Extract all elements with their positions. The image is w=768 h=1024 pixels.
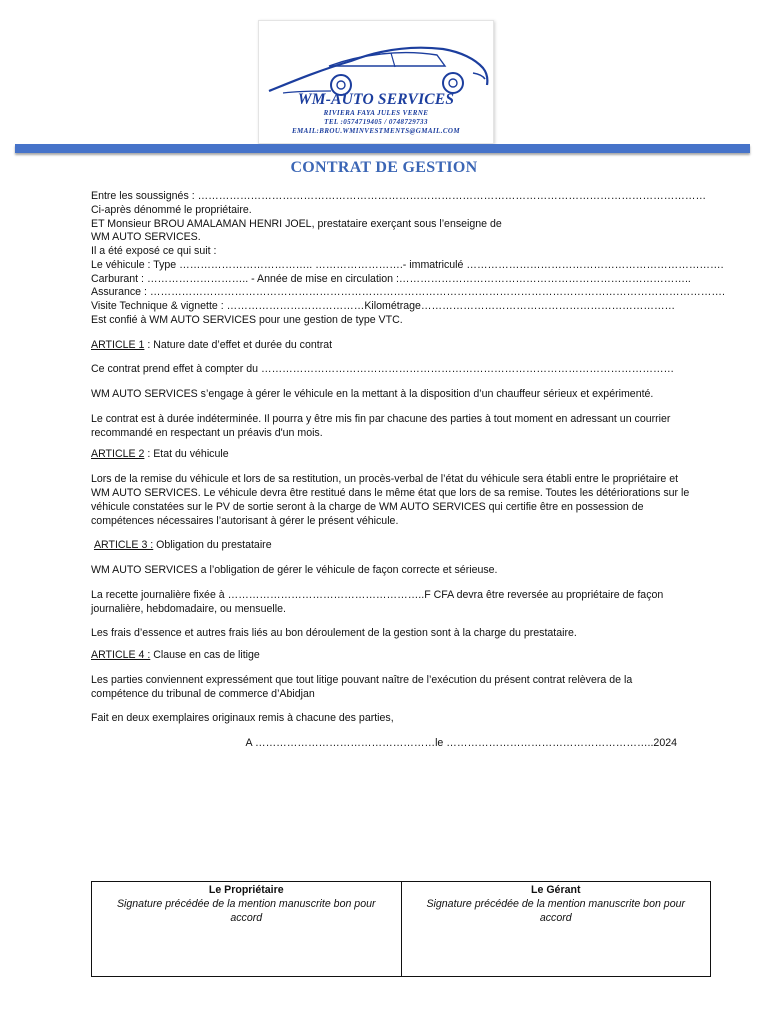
article-1-label: ARTICLE 1: [91, 338, 145, 351]
article-3-paragraph: WM AUTO SERVICES a l’obligation de gérer le véhicule de façon correcte et sérieuse.: [91, 564, 498, 577]
article-1-paragraph: Le contrat est à durée indéterminée. Il pourra y être mis fin par chacune des parties à tout moment en adressant un courrier recommandé en respectant un préavis d'un mois.: [91, 412, 671, 439]
article-4-title: Clause en cas de litige: [150, 649, 260, 662]
article-3-label: ARTICLE 3 :: [93, 539, 154, 552]
logo-company-name: WM-AUTO SERVICES: [297, 91, 455, 108]
article-3-paragraph: La recette journalière fixée à ………………………………………………..F CFA devra être reversée au propriétaire de façon journalière, hebdomadaire, ou mensuelle.: [91, 588, 664, 615]
signature-cell-manager: [401, 882, 711, 976]
article-3-heading: [91, 539, 691, 553]
article-2-paragraph: Lors de la remise du véhicule et lors de sa restitution, un procès-verbal de l’état du véhicule sera établi entre le propriétaire et WM AUTO SERVICES. Le véhicule devra être restitué dans le même état que lors de sa remise. Toutes les détériorations sur le véhicule constatées sur le PV de sortie seront à la charge de WM AUTO SERVICES qui certifie être en possession de compétences nécessaires l’autorisant à gérer le présent véhicule.: [91, 473, 690, 527]
signature-manager-note: Signature précédée de la mention manuscrite bon pour accord: [426, 897, 686, 924]
signature-owner-note: Signature précédée de la mention manuscrite bon pour accord: [116, 897, 376, 924]
intro-owner-line: Ci-après dénommé le propriétaire.: [91, 203, 252, 216]
article-3-title: Obligation du prestataire: [153, 539, 272, 552]
intro-exposed-line: Il a été exposé ce qui suit :: [91, 245, 217, 258]
article-3-paragraph: Les frais d’essence et autres frais liés au bon déroulement de la gestion sont à la charge du prestataire.: [91, 627, 577, 640]
header-banner: [15, 144, 750, 153]
intro-parties-line: Entre les soussignés : ………………………………………………………………………………………………………………………………: [91, 190, 707, 202]
article-2-label: ARTICLE 2: [91, 448, 145, 461]
signature-table: [91, 881, 711, 977]
place-date-line: A ……………………………………………le …………………………………………………..2024: [245, 737, 677, 750]
article-4-paragraph: Les parties conviennent expressément que tout litige pouvant naître de l’exécution du présent contrat relèvera de la compétence du tribunal de commerce d’Abidjan: [91, 673, 633, 700]
closing-line: Fait en deux exemplaires originaux remis à chacune des parties,: [91, 712, 394, 725]
intro-brand-line: WM AUTO SERVICES.: [91, 231, 201, 244]
car-icon: [259, 21, 493, 101]
logo-address: RIVIERA FAYA JULES VERNE: [323, 109, 429, 117]
inspection-mileage-line: Visite Technique & vignette : …………………………………Kilométrage………………………………………………………………: [91, 300, 676, 313]
article-1-paragraph: WM AUTO SERVICES s’engage à gérer le véhicule en la mettant à la disposition d’un chauffeur sérieux et expérimenté.: [91, 388, 654, 401]
article-1-effective-date: Ce contrat prend effet à compter du ………………………………………………………………………………………………………: [91, 363, 675, 376]
article-2-title: : Etat du véhicule: [144, 448, 229, 461]
logo-email: EMAIL:BROU.WMINVESTMENTS@GMAIL.COM: [291, 127, 460, 135]
logo-phone: TEL :0574719405 / 0748729733: [324, 118, 428, 126]
signature-cell-owner: [92, 882, 401, 976]
article-1-title: : Nature date d’effet et durée du contrat: [144, 338, 333, 351]
intro-provider-line: ET Monsieur BROU AMALAMAN HENRI JOEL, prestataire exerçant sous l’enseigne de: [91, 217, 502, 230]
signature-manager-heading: Le Gérant: [531, 884, 581, 896]
article-1-heading: [91, 339, 691, 353]
article-2-heading: [91, 448, 691, 462]
vehicle-type-line: Le véhicule : Type ……………………………….. …………………….- immatriculé ……………………………………………………………….: [91, 258, 724, 271]
fuel-year-line: Carburant : ……………………….. - Année de mise en circulation :………………………………………………………………………..: [91, 272, 691, 285]
article-4-label: ARTICLE 4 :: [91, 649, 151, 662]
contract-body: [91, 190, 725, 751]
signature-owner-heading: Le Propriétaire: [208, 884, 284, 896]
document-title: CONTRAT DE GESTION: [290, 159, 478, 176]
entrusted-line: Est confié à WM AUTO SERVICES pour une gestion de type VTC.: [91, 313, 403, 326]
insurance-line: Assurance : ……………………………………………………………………………………………………………………………………………….: [91, 286, 725, 299]
article-4-heading: [91, 649, 691, 663]
company-logo: [258, 20, 494, 144]
